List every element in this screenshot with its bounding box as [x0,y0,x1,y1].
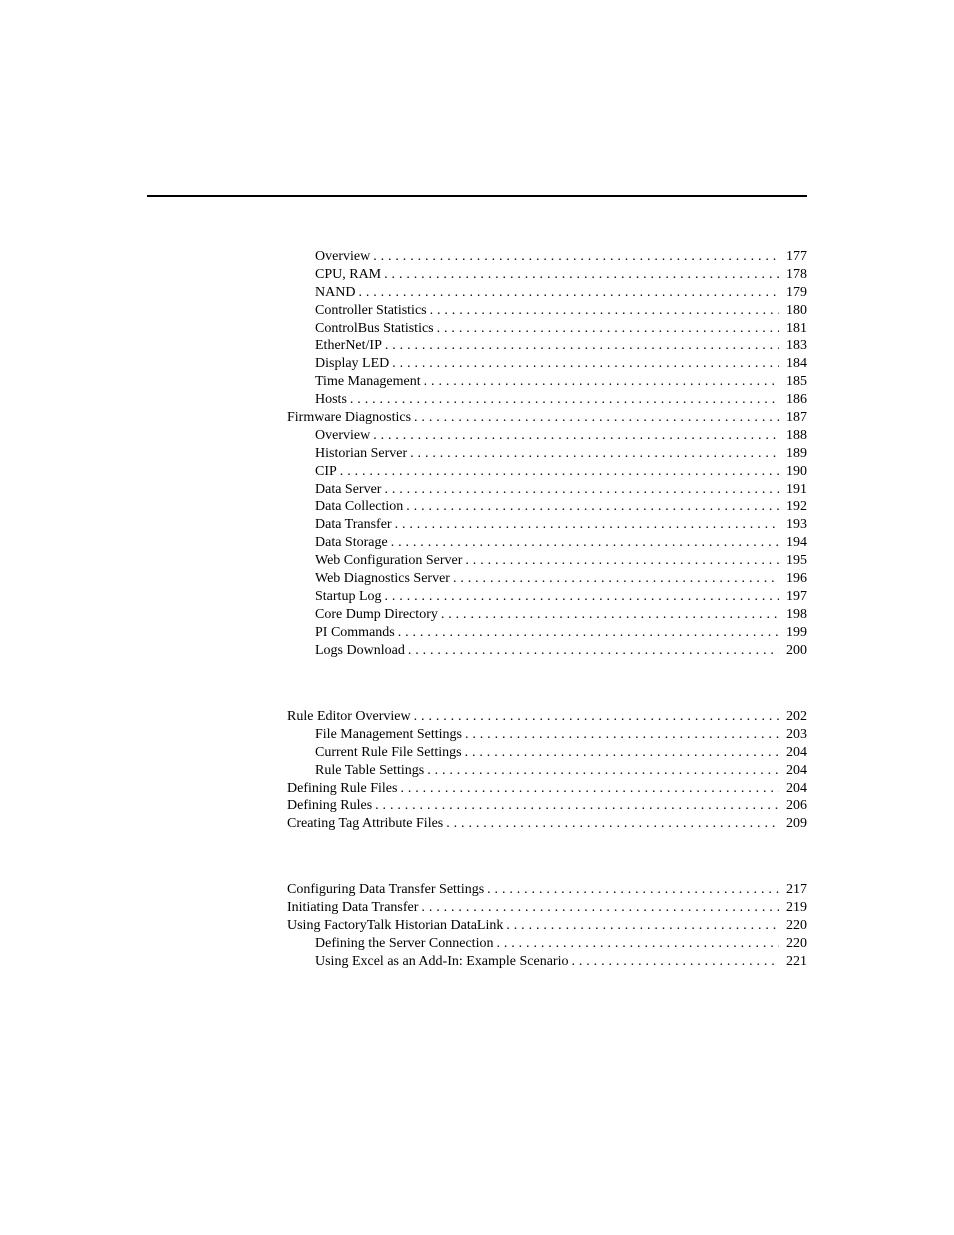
toc-entry-label: Using FactoryTalk Historian DataLink [287,917,504,933]
toc-entry-page-number: 187 [786,410,807,426]
toc-entry-page-number: 206 [786,798,807,814]
dot-leader [406,498,779,516]
toc-entry-page-number: 189 [786,445,807,461]
toc-entry-label: Defining Rule Files [287,780,398,796]
toc-entry-label: CPU, RAM [315,266,382,282]
dot-leader [465,726,779,744]
dot-leader [427,762,779,780]
toc-entry-page-number: 200 [786,642,807,658]
toc-entry[interactable] [287,917,807,935]
toc-entry-page-number: 220 [786,935,807,951]
toc-entry-page-number: 204 [786,762,807,778]
toc-entry-page-number: 188 [786,427,807,443]
toc-entry-label: Using Excel as an Add-In: Example Scenario [315,953,569,969]
toc-entry-label: Historian Server [315,445,408,461]
toc-entry[interactable] [287,498,807,516]
toc-entry-label: Firmware Diagnostics [287,410,412,426]
dot-leader [385,588,780,606]
dot-leader [446,815,779,833]
toc-entry-page-number: 204 [786,780,807,796]
toc-entry-page-number: 186 [786,392,807,408]
toc-entry-label: Display LED [315,356,390,372]
toc-entry-page-number: 192 [786,499,807,515]
toc-entry-page-number: 185 [786,374,807,390]
toc-section-data-transfer [287,881,807,970]
dot-leader [400,780,779,798]
toc-entry[interactable] [287,373,807,391]
toc-entry-page-number: 197 [786,588,807,604]
toc-entry-label: Current Rule File Settings [315,744,462,760]
toc-entry-label: PI Commands [315,624,395,640]
toc-entry-label: ControlBus Statistics [315,320,434,336]
toc-entry[interactable] [287,744,807,762]
dot-leader [384,266,779,284]
toc-entry[interactable] [287,445,807,463]
toc-section-rule-editor [287,708,807,833]
toc-entry-page-number: 178 [786,266,807,282]
toc-entry[interactable] [287,552,807,570]
toc-entry-label: Hosts [315,392,347,408]
toc-entry[interactable] [287,355,807,373]
toc-entry-page-number: 195 [786,553,807,569]
toc-entry[interactable] [287,391,807,409]
toc-entry-label: Initiating Data Transfer [287,899,419,915]
dot-leader [373,248,779,266]
toc-entry-label: Overview [315,249,371,264]
dot-leader [465,552,779,570]
toc-entry-page-number: 184 [786,356,807,372]
toc-section-diagnostics [287,248,807,659]
toc-entry-label: Defining the Server Connection [315,935,494,951]
toc-entry-page-number: 194 [786,535,807,551]
dot-leader [410,445,779,463]
dot-leader [340,463,779,481]
toc-entry[interactable] [287,642,807,660]
toc-entry-label: Startup Log [315,588,382,604]
dot-leader [424,373,779,391]
toc-entry[interactable] [287,762,807,780]
toc-entry[interactable] [287,248,807,266]
toc-entry-label: EtherNet/IP [315,338,382,354]
toc-entry[interactable] [287,481,807,499]
dot-leader [414,708,779,726]
toc-entry-page-number: 179 [786,284,807,300]
dot-leader [375,797,779,815]
dot-leader [437,320,779,338]
dot-leader [496,935,779,953]
toc-entry-label: Web Configuration Server [315,553,463,569]
dot-leader [465,744,779,762]
toc-entry[interactable] [287,881,807,899]
toc-entry-page-number: 199 [786,624,807,640]
toc-entry-page-number: 177 [786,249,807,264]
toc-entry[interactable] [287,624,807,642]
toc-entry[interactable] [287,815,807,833]
toc-entry[interactable] [287,320,807,338]
toc-entry-page-number: 190 [786,463,807,479]
toc-entry-label: Overview [315,427,371,443]
toc-entry[interactable] [287,708,807,726]
toc-entry-page-number: 220 [786,917,807,933]
toc-entry[interactable] [287,337,807,355]
toc-entry[interactable] [287,935,807,953]
toc-entry[interactable] [287,953,807,971]
toc-entry-page-number: 203 [786,726,807,742]
toc-entry[interactable] [287,302,807,320]
dot-leader [414,409,779,427]
toc-entry-page-number: 221 [786,953,807,969]
toc-entry-label: Logs Download [315,642,405,658]
toc-entry[interactable] [287,588,807,606]
dot-leader [385,337,779,355]
toc-entry-label: Rule Editor Overview [287,709,411,724]
toc-entry[interactable] [287,463,807,481]
dot-leader [350,391,779,409]
toc-entry[interactable] [287,726,807,744]
dot-leader [384,481,779,499]
toc-entry[interactable] [287,266,807,284]
toc-entry-label: CIP [315,463,337,479]
toc-entry-page-number: 209 [786,816,807,832]
toc-entry-label: Data Storage [315,535,388,551]
toc-entry-page-number: 202 [786,709,807,724]
toc-entry[interactable] [287,409,807,427]
toc-entry[interactable] [287,606,807,624]
toc-entry[interactable] [287,284,807,302]
dot-leader [571,953,779,971]
toc-entry-label: Time Management [315,374,421,390]
dot-leader [408,642,779,660]
dot-leader [487,881,779,899]
dot-leader [395,516,779,534]
toc-entry-label: Rule Table Settings [315,762,425,778]
dot-leader [453,570,779,588]
toc-entry-label: File Management Settings [315,726,462,742]
dot-leader [441,606,779,624]
dot-leader [392,355,779,373]
toc-entry-label: NAND [315,284,356,300]
toc-entry-page-number: 180 [786,302,807,318]
toc-entry-label: Configuring Data Transfer Settings [287,882,485,897]
toc-entry-label: Creating Tag Attribute Files [287,816,444,832]
toc-entry-page-number: 191 [786,481,807,497]
toc-entry-page-number: 193 [786,517,807,533]
toc-entry[interactable] [287,427,807,445]
toc-entry-page-number: 181 [786,320,807,336]
dot-leader [398,624,779,642]
header-rule [147,195,807,197]
toc-entry[interactable] [287,516,807,534]
toc-entry-label: Core Dump Directory [315,606,438,622]
dot-leader [373,427,779,445]
toc-entry[interactable] [287,899,807,917]
toc-entry-page-number: 204 [786,744,807,760]
toc-entry-page-number: 183 [786,338,807,354]
toc-entry-page-number: 217 [786,882,807,897]
toc-entry-label: Data Collection [315,499,404,515]
toc-entry-label: Data Transfer [315,517,392,533]
dot-leader [421,899,779,917]
dot-leader [506,917,779,935]
dot-leader [391,534,779,552]
toc-entry-page-number: 198 [786,606,807,622]
toc-entry[interactable] [287,797,807,815]
toc-entry-label: Web Diagnostics Server [315,571,450,587]
toc-entry-label: Defining Rules [287,798,373,814]
toc-entry-page-number: 196 [786,571,807,587]
toc-entry-page-number: 219 [786,899,807,915]
toc-entry[interactable] [287,534,807,552]
toc-entry-label: Data Server [315,481,382,497]
dot-leader [430,302,779,320]
dot-leader [358,284,779,302]
toc-entry[interactable] [287,570,807,588]
toc-entry-label: Controller Statistics [315,302,427,318]
toc-entry[interactable] [287,780,807,798]
